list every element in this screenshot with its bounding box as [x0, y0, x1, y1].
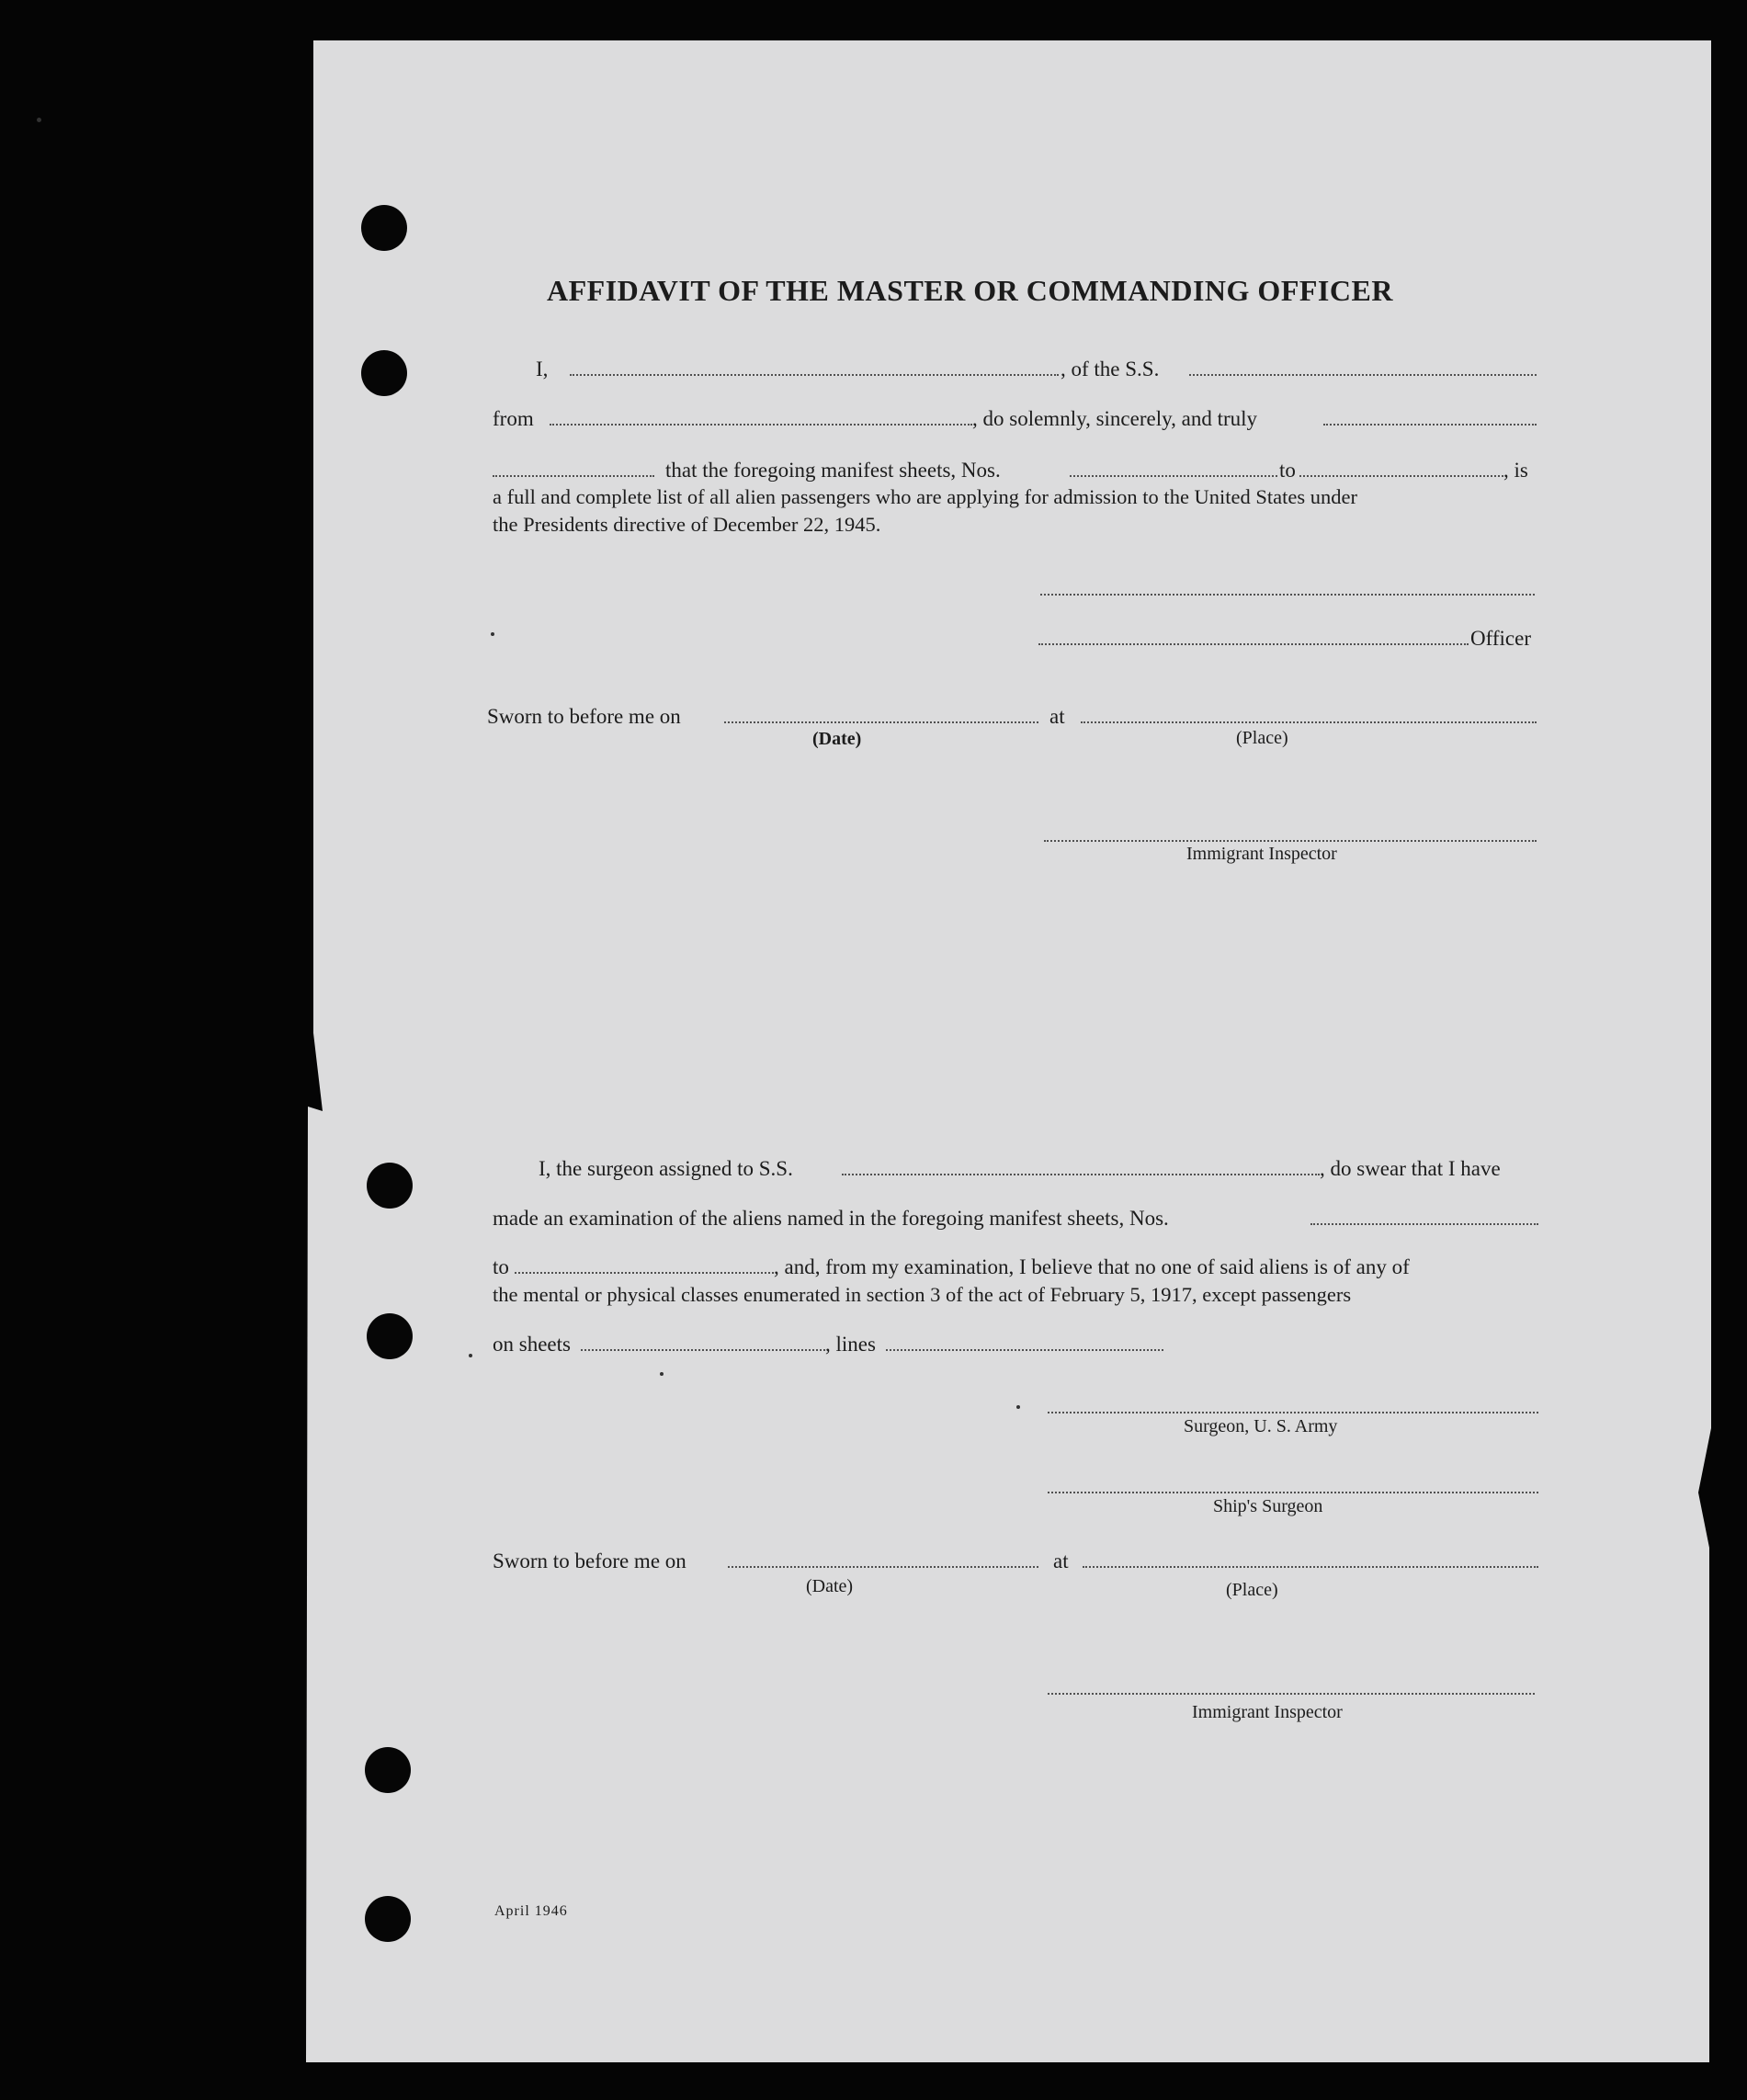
- army-surgeon-caption: Surgeon, U. S. Army: [1184, 1416, 1338, 1436]
- officer-title-field[interactable]: [1038, 643, 1469, 645]
- surgeon-inspector-signature-field[interactable]: [1048, 1693, 1535, 1695]
- master-to-label: to: [1279, 459, 1296, 482]
- master-date-caption: (Date): [812, 729, 862, 749]
- master-at-label: at: [1049, 705, 1065, 728]
- scan-speck: [660, 1372, 664, 1376]
- surgeon-lines-label: , lines: [825, 1333, 876, 1356]
- surgeon-nos-from-field[interactable]: [1310, 1223, 1538, 1225]
- surgeon-to-label: to: [493, 1255, 509, 1278]
- scan-speck: [469, 1354, 472, 1357]
- surgeon-inspector-caption: Immigrant Inspector: [1192, 1702, 1343, 1722]
- punch-hole: [361, 205, 407, 251]
- master-statement-line: a full and complete list of all alien passengers who are applying for admission to the United States under: [493, 485, 1358, 508]
- form-revision-date: April 1946: [494, 1903, 568, 1919]
- surgeon-at-label: at: [1053, 1549, 1069, 1572]
- punch-hole: [365, 1896, 411, 1942]
- master-inspector-caption: Immigrant Inspector: [1186, 844, 1337, 864]
- ships-surgeon-signature-field[interactable]: [1048, 1492, 1538, 1493]
- master-sworn-label: Sworn to before me on: [487, 705, 681, 728]
- affidavit-page: [306, 40, 1711, 2062]
- master-manifest-label: that the foregoing manifest sheets, Nos.: [665, 459, 1001, 482]
- master-of-ss-label: , of the S.S.: [1061, 358, 1160, 380]
- surgeon-sworn-date-field[interactable]: [728, 1566, 1038, 1568]
- surgeon-lines-field[interactable]: [886, 1349, 1163, 1351]
- master-from-field[interactable]: [550, 424, 972, 426]
- scan-speck: [37, 118, 41, 122]
- surgeon-date-caption: (Date): [806, 1576, 854, 1596]
- surgeon-sworn-place-field[interactable]: [1083, 1566, 1538, 1568]
- master-place-caption: (Place): [1236, 728, 1288, 748]
- surgeon-examination-label: made an examination of the aliens named in the foregoing manifest sheets, Nos.: [493, 1207, 1169, 1230]
- surgeon-belief-label: , and, from my examination, I believe that no one of said aliens is of any of: [774, 1255, 1410, 1278]
- army-surgeon-signature-field[interactable]: [1048, 1412, 1538, 1413]
- punch-hole: [361, 350, 407, 396]
- surgeon-sheets-field[interactable]: [581, 1349, 825, 1351]
- master-sworn-date-field[interactable]: [724, 721, 1038, 723]
- master-ship-field[interactable]: [1189, 374, 1537, 376]
- surgeon-place-caption: (Place): [1226, 1580, 1278, 1600]
- punch-hole: [365, 1747, 411, 1793]
- master-oath-field[interactable]: [1323, 424, 1537, 426]
- surgeon-sworn-label: Sworn to before me on: [493, 1549, 686, 1572]
- master-name-field[interactable]: [570, 374, 1059, 376]
- surgeon-sheets-label: on sheets: [493, 1333, 571, 1356]
- officer-label: Officer: [1470, 627, 1531, 650]
- master-nos-from-field[interactable]: [1070, 475, 1277, 477]
- master-nos-to-field[interactable]: [1299, 475, 1503, 477]
- master-oath-word-field[interactable]: [493, 475, 654, 477]
- master-solemnly-label: , do solemnly, sincerely, and truly: [972, 407, 1258, 430]
- punch-hole: [367, 1163, 413, 1209]
- surgeon-intro-label: I, the surgeon assigned to S.S.: [539, 1157, 793, 1180]
- ships-surgeon-caption: Ship's Surgeon: [1213, 1496, 1323, 1516]
- surgeon-classes-line: the mental or physical classes enumerated in section 3 of the act of February 5, 1917, except passengers: [493, 1283, 1352, 1306]
- surgeon-nos-to-field[interactable]: [515, 1272, 774, 1274]
- master-sworn-place-field[interactable]: [1081, 721, 1537, 723]
- page-title: AFFIDAVIT OF THE MASTER OR COMMANDING OFFICER: [547, 274, 1393, 307]
- punch-hole: [367, 1313, 413, 1359]
- master-i-label: I,: [536, 358, 549, 380]
- master-inspector-signature-field[interactable]: [1044, 840, 1537, 842]
- master-from-label: from: [493, 407, 534, 430]
- scan-speck: [1016, 1405, 1020, 1409]
- master-statement-line: the Presidents directive of December 22, 1945.: [493, 513, 881, 536]
- master-is-label: , is: [1503, 459, 1528, 482]
- surgeon-swear-label: , do swear that I have: [1320, 1157, 1501, 1180]
- master-signature-field[interactable]: [1040, 594, 1535, 596]
- scan-speck: [491, 632, 494, 636]
- surgeon-ship-field[interactable]: [842, 1174, 1320, 1175]
